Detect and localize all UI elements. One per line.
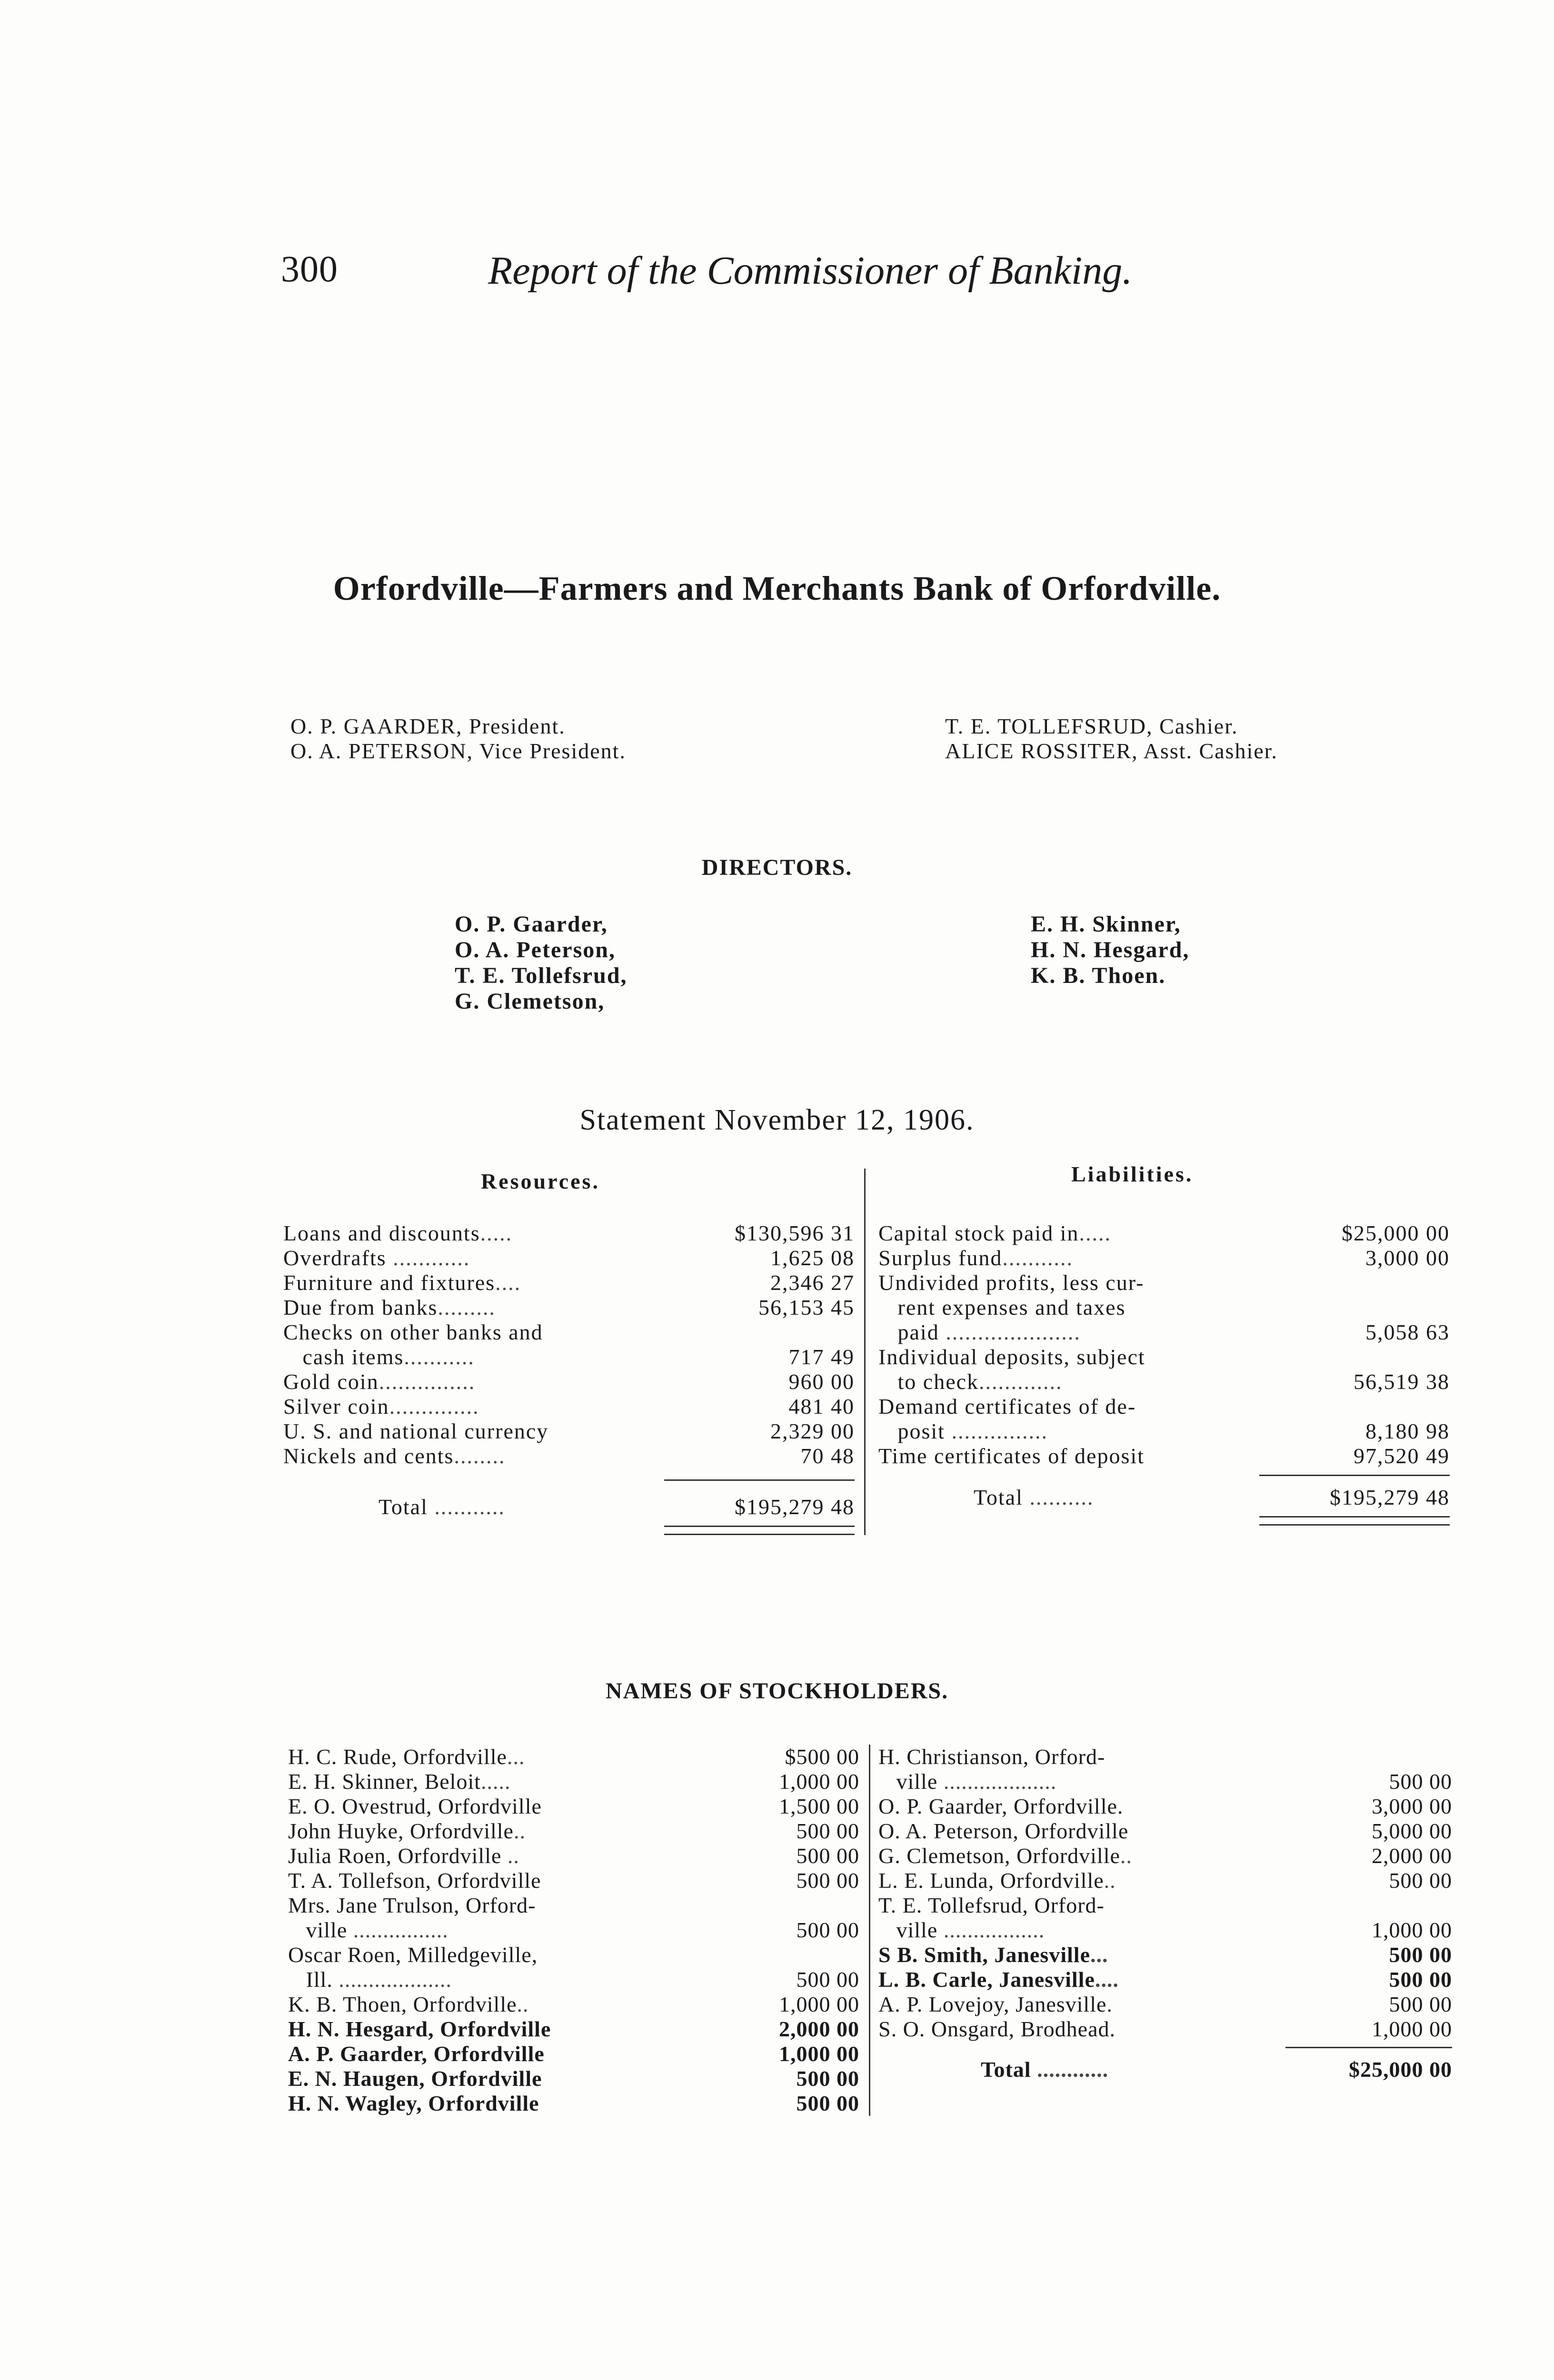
stockholder-name: A. P. Lovejoy, Janesville. [878, 1992, 1113, 2016]
stockholder-name: H. C. Rude, Orfordville [288, 1745, 507, 1769]
leader-dots: .. [1120, 1844, 1132, 1868]
leader-dots: ..................... [939, 1320, 1081, 1344]
stock-amount: 500 00 [796, 1819, 859, 1843]
list-item [878, 1868, 1452, 1893]
stockholder-name: ville [878, 1769, 938, 1794]
row-amount: 70 48 [800, 1444, 855, 1468]
table-row [283, 1246, 855, 1270]
stockholder-name: E. H. Skinner, Beloit [288, 1769, 481, 1794]
stockholder-name: T. A. Tollefson, Orfordville [288, 1868, 541, 1893]
list-item [288, 1794, 859, 1819]
row-label: Individual deposits, subject [878, 1345, 1146, 1369]
list-item [878, 1794, 1452, 1819]
row-label: Due from banks [283, 1295, 438, 1319]
table-row [283, 1221, 855, 1246]
stock-amount: 2,000 00 [779, 2017, 859, 2041]
table-row [878, 1246, 1450, 1270]
leader-dots: ........... [404, 1345, 475, 1369]
list-item [288, 1967, 859, 1992]
leader-dots: ........... [428, 1495, 505, 1519]
list-item [288, 1868, 859, 1893]
list-item [878, 1918, 1452, 1943]
list-item [288, 1769, 859, 1794]
director-name: O. P. Gaarder, [455, 912, 608, 937]
stock-amount: 500 00 [1389, 1769, 1452, 1794]
table-row [283, 1394, 855, 1419]
row-amount: 2,329 00 [770, 1419, 855, 1443]
leader-dots: ......... [438, 1295, 496, 1319]
row-amount: $130,596 31 [735, 1221, 855, 1245]
stockholder-name: A. P. Gaarder, Orfordville [288, 2042, 545, 2066]
leader-dots: ................. [937, 1918, 1045, 1942]
officer-asst-cashier: ALICE ROSSITER, Asst. Cashier. [945, 739, 1278, 763]
row-label: Nickels and cents [283, 1444, 454, 1468]
stockholder-name: O. A. Peterson, Orfordville [878, 1819, 1129, 1843]
stock-amount: 500 00 [796, 1844, 859, 1868]
stockholders-heading: NAMES OF STOCKHOLDERS. [605, 1678, 949, 1704]
stock-amount: 500 00 [796, 1967, 859, 1992]
list-item [288, 1943, 859, 1967]
double-rule [1259, 1516, 1450, 1526]
directors-heading: DIRECTORS. [701, 855, 853, 880]
list-item [878, 1992, 1452, 2017]
list-item [288, 1893, 859, 1918]
row-amount: 97,520 49 [1354, 1444, 1450, 1468]
row-amount: 5,058 63 [1365, 1320, 1450, 1344]
stock-amount: 1,500 00 [779, 1794, 859, 1818]
column-divider [869, 1745, 870, 2116]
stock-amount: 500 00 [796, 2066, 859, 2091]
list-item [288, 1992, 859, 2017]
total-row [379, 1495, 855, 1519]
list-item [878, 1967, 1452, 1992]
leader-dots: ........ [454, 1444, 506, 1468]
stockholders-right-list [878, 1745, 1452, 2042]
stockholder-name: John Huyke, Orfordville [288, 1819, 514, 1843]
table-row [283, 1270, 855, 1295]
stock-amount: 500 00 [796, 1868, 859, 1893]
row-label: Gold coin [283, 1369, 379, 1394]
list-item [288, 1819, 859, 1844]
table-row [878, 1369, 1450, 1394]
director-name: K. B. Thoen. [1031, 963, 1166, 988]
stock-amount: 3,000 00 [1372, 1794, 1452, 1818]
list-item [878, 1819, 1452, 1844]
leader-dots: ............ [1031, 2057, 1109, 2082]
director-name: G. Clemetson, [455, 989, 605, 1014]
stockholder-name: L. B. Carle, Janesville [878, 1967, 1095, 1992]
row-amount: 2,346 27 [770, 1270, 855, 1295]
list-item [878, 1745, 1452, 1769]
officers-right [945, 714, 1278, 764]
liabilities-table [878, 1221, 1450, 1468]
leader-dots: ..... [1079, 1221, 1111, 1245]
leader-dots: .. [517, 1992, 529, 2016]
row-amount: 3,000 00 [1365, 1246, 1450, 1270]
row-amount: 717 49 [788, 1345, 855, 1369]
stock-amount: 500 00 [1389, 1943, 1452, 1967]
row-amount: 56,153 45 [758, 1295, 855, 1319]
row-label: Overdrafts [283, 1246, 387, 1270]
stock-amount: 500 00 [1389, 1992, 1452, 2016]
list-item [288, 2066, 859, 2091]
stockholders-total [981, 2057, 1452, 2082]
row-label: Surplus fund [878, 1246, 1003, 1270]
leader-dots: ............... [379, 1369, 476, 1394]
leader-dots: .... [1095, 1967, 1119, 1992]
list-item [878, 1893, 1452, 1918]
table-row [283, 1419, 855, 1444]
row-label: posit [878, 1419, 945, 1443]
list-item [288, 1745, 859, 1769]
row-amount: 1,625 08 [770, 1246, 855, 1270]
stockholder-name: H. N. Wagley, Orfordville [288, 2091, 539, 2115]
stock-amount: 1,000 00 [1372, 2017, 1452, 2041]
leader-dots: ............. [979, 1369, 1063, 1394]
row-label: Undivided profits, less cur- [878, 1270, 1145, 1295]
stockholder-name: Mrs. Jane Trulson, Orford- [288, 1893, 536, 1917]
leader-dots: ............ [386, 1246, 470, 1270]
total-amount: $25,000 00 [1349, 2057, 1452, 2082]
row-label: Time certificates of deposit [878, 1444, 1145, 1468]
leader-dots: ........... [1002, 1246, 1073, 1270]
list-item [288, 1918, 859, 1943]
table-row [878, 1221, 1450, 1246]
director-name: H. N. Hesgard, [1031, 937, 1190, 962]
officer-vice-president: O. A. PETERSON, Vice President. [290, 739, 626, 763]
officers-left [290, 714, 626, 764]
row-amount: $25,000 00 [1342, 1221, 1450, 1245]
table-row [878, 1419, 1450, 1444]
liabilities-heading: Liabilities. [1071, 1162, 1194, 1186]
leader-dots: ................ [347, 1918, 448, 1942]
table-row [283, 1444, 855, 1468]
stock-amount: 500 00 [796, 1918, 859, 1942]
list-item [288, 2017, 859, 2042]
bank-title: Orfordville—Farmers and Merchants Bank of Orfordville. [333, 569, 1221, 607]
stockholder-name: S. O. Onsgard, Brodhead. [878, 2017, 1116, 2041]
table-row [878, 1295, 1450, 1320]
stock-amount: 5,000 00 [1372, 1819, 1452, 1843]
row-label: Silver coin [283, 1394, 389, 1418]
leader-dots: .. [1104, 1868, 1116, 1893]
stockholder-name: E. O. Ovestrud, Orfordville [288, 1794, 542, 1818]
leader-dots: .............. [389, 1394, 479, 1418]
table-row [878, 1270, 1450, 1295]
page-number: 300 [281, 248, 338, 289]
total-label: Total [974, 1485, 1023, 1509]
total-amount: $195,279 48 [735, 1495, 855, 1519]
table-row [878, 1444, 1450, 1468]
total-amount: $195,279 48 [1330, 1485, 1450, 1509]
row-label: Furniture and fixtures [283, 1270, 496, 1295]
table-row [283, 1295, 855, 1320]
stockholder-name: H. Christianson, Orford- [878, 1745, 1106, 1769]
row-amount: 960 00 [788, 1369, 855, 1394]
resources-total [379, 1495, 855, 1519]
row-amount: 56,519 38 [1354, 1369, 1450, 1394]
double-rule [664, 1526, 855, 1535]
list-item [878, 1943, 1452, 1967]
table-row [878, 1345, 1450, 1369]
stockholders-left-list [288, 1745, 859, 2116]
leader-dots: .... [495, 1270, 521, 1295]
stockholder-name: L. E. Lunda, Orfordville [878, 1868, 1104, 1893]
leader-dots: .. [513, 1819, 526, 1843]
stockholder-name: Ill. [288, 1967, 333, 1992]
stockholder-name: ville [288, 1918, 348, 1942]
stockholder-name: G. Clemetson, Orfordville [878, 1844, 1120, 1868]
statement-title: Statement November 12, 1906. [579, 1104, 975, 1136]
row-label: to check [878, 1369, 979, 1394]
list-item [288, 2091, 859, 2116]
row-amount: 8,180 98 [1365, 1419, 1450, 1443]
total-rule [1259, 1475, 1450, 1476]
total-label: Total [981, 2057, 1031, 2082]
stock-amount: 1,000 00 [1372, 1918, 1452, 1942]
stockholder-name: O. P. Gaarder, Orfordville. [878, 1794, 1124, 1818]
liabilities-total [974, 1485, 1450, 1510]
column-divider [864, 1169, 866, 1535]
total-row [974, 1485, 1450, 1510]
row-label: U. S. and national currency [283, 1419, 549, 1443]
director-name: E. H. Skinner, [1031, 912, 1181, 937]
director-name: O. A. Peterson, [455, 937, 616, 962]
table-row [878, 1320, 1450, 1345]
director-name: T. E. Tollefsrud, [455, 963, 628, 988]
stock-amount: 1,000 00 [779, 2042, 859, 2066]
leader-dots: ..... [480, 1221, 513, 1245]
list-item [878, 1844, 1452, 1868]
table-row [283, 1345, 855, 1369]
stockholder-name: Julia Roen, Orfordville [288, 1844, 502, 1868]
leader-dots: ................... [937, 1769, 1057, 1794]
officer-cashier: T. E. TOLLEFSRUD, Cashier. [945, 714, 1238, 738]
list-item [878, 2017, 1452, 2042]
stockholder-name: S B. Smith, Janesville [878, 1943, 1091, 1967]
total-label: Total [379, 1495, 428, 1519]
stock-amount: 1,000 00 [779, 1992, 859, 2016]
resources-heading: Resources. [481, 1169, 600, 1193]
running-title: Report of the Commissioner of Banking. [488, 248, 1133, 293]
list-item [878, 1769, 1452, 1794]
leader-dots: ... [1090, 1943, 1108, 1967]
table-row [283, 1320, 855, 1345]
stock-amount: 500 00 [1389, 1868, 1452, 1893]
stockholder-name: ville [878, 1918, 938, 1942]
resources-table [283, 1221, 855, 1468]
stockholder-name: Oscar Roen, Milledgeville, [288, 1943, 538, 1967]
list-item [288, 2042, 859, 2066]
directors-left-list [455, 912, 628, 1014]
stock-amount: 500 00 [1389, 1967, 1452, 1992]
row-label: Checks on other banks and [283, 1320, 543, 1344]
stockholder-name: H. N. Hesgard, Orfordville [288, 2017, 551, 2041]
row-amount: 481 40 [788, 1394, 855, 1418]
total-rule [1285, 2047, 1452, 2048]
row-label: Capital stock paid in [878, 1221, 1079, 1245]
leader-dots: ..... [481, 1769, 511, 1794]
stockholder-name: T. E. Tollefsrud, Orford- [878, 1893, 1105, 1917]
directors-right-list [1031, 912, 1189, 989]
stockholder-name: E. N. Haugen, Orfordville [288, 2066, 542, 2091]
leader-dots: ................... [332, 1967, 452, 1992]
row-label: cash items [283, 1345, 404, 1369]
stock-amount: 2,000 00 [1372, 1844, 1452, 1868]
total-rule [664, 1479, 855, 1481]
stock-amount: 500 00 [796, 2091, 859, 2115]
row-label: rent expenses and taxes [878, 1295, 1126, 1319]
table-row [878, 1394, 1450, 1419]
stockholder-name: K. B. Thoen, Orfordville [288, 1992, 517, 2016]
list-item [288, 1844, 859, 1868]
leader-dots: .. [501, 1844, 519, 1868]
row-label: paid [878, 1320, 939, 1344]
leader-dots: ... [507, 1745, 525, 1769]
leader-dots: ............... [945, 1419, 1048, 1443]
leader-dots: .......... [1023, 1485, 1094, 1509]
row-label: Demand certificates of de- [878, 1394, 1136, 1418]
total-row [981, 2057, 1452, 2082]
officer-president: O. P. GAARDER, President. [290, 714, 566, 738]
row-label: Loans and discounts [283, 1221, 480, 1245]
table-row [283, 1369, 855, 1394]
stock-amount: 1,000 00 [779, 1769, 859, 1794]
stock-amount: $500 00 [785, 1745, 859, 1769]
